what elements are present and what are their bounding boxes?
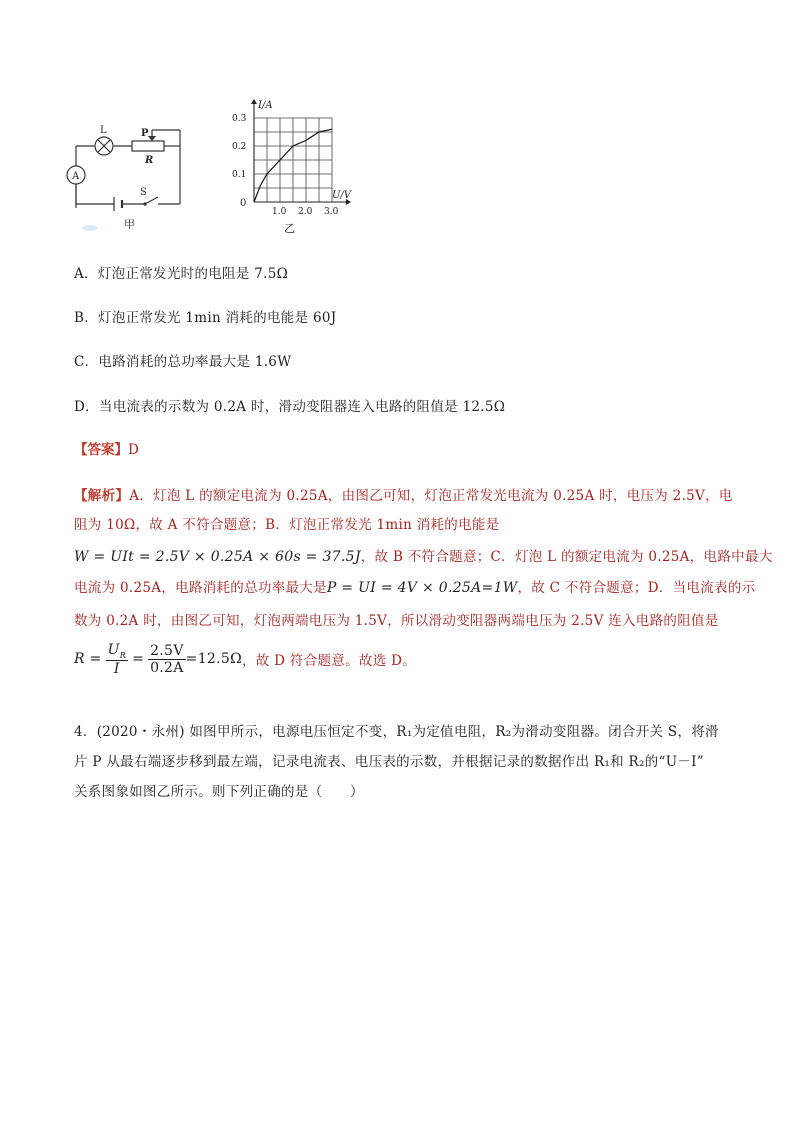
option-d: D．当电流表的示数为 0.2A 时，滑动变阻器连入电路的阻值是 12.5Ω	[74, 399, 506, 415]
analysis-line-2: 阻为 10Ω，故 A 不符合题意；B．灯泡正常发光 1min 消耗的电能是	[74, 517, 500, 533]
question-4-line-2: 片 P 从最右端逐步移到最左端，记录电流表、电压表的示数，并根据记录的数据作出 R₁和 R₂的“U－I”	[74, 754, 705, 770]
x-tick-label: 1.0	[272, 207, 287, 217]
formula-r-lhs: R =	[74, 651, 102, 668]
x-tick-label: 2.0	[298, 207, 313, 217]
option-b: B．灯泡正常发光 1min 消耗的电能是 60J	[74, 310, 337, 326]
origin-label: 0	[240, 198, 247, 209]
lamp-symbol	[95, 137, 113, 155]
analysis-text-1: A．灯泡 L 的额定电流为 0.25A，由图乙可知，灯泡正常发光电流为 0.25A 时，电压为 2.5V，电	[129, 488, 733, 504]
formula-power: P = UI = 4V × 0.25A=1W	[326, 580, 518, 596]
answer-tag: 【答案】	[74, 442, 128, 458]
lamp-label: L	[100, 125, 107, 136]
question-4-line-1: 4．(2020・永州) 如图甲所示，电源电压恒定不变，R₁为定值电阻，R₂为滑动变阻器。闭合开关 S，将滑	[74, 724, 719, 740]
analysis-line-6	[74, 642, 416, 677]
x-tick-label: 3.0	[324, 207, 339, 217]
frac-num-sub: R	[119, 650, 127, 660]
formula-result: =12.5Ω	[185, 651, 242, 668]
fraction-ur-over-i	[106, 642, 128, 677]
frac-den-2: 0.2A	[150, 659, 184, 676]
y-tick-label: 0.2	[232, 142, 247, 152]
analysis-text-4b: ，故 C 不符合题意；D．当电流表的示	[517, 580, 756, 596]
analysis-text-3: ，故 B 不符合题意；C．灯泡 L 的额定电流为 0.25A，电路中最大	[360, 549, 773, 565]
x-axis-label: U/V	[332, 190, 352, 201]
slider-arrow-icon	[148, 136, 156, 141]
analysis-line-4	[74, 576, 755, 596]
formula-eq: =	[132, 651, 145, 668]
y-tick-label: 0.3	[232, 114, 247, 124]
analysis-tag: 【解析】	[74, 488, 130, 504]
figure-yi-caption: 乙	[284, 222, 295, 235]
frac-num-2: 2.5V	[150, 642, 184, 659]
answer-value: D	[128, 442, 139, 458]
answer-line	[74, 438, 139, 458]
slider-label: P	[141, 128, 149, 139]
option-a: A．灯泡正常发光时的电阻是 7.5Ω	[74, 266, 289, 282]
ammeter-label: A	[72, 171, 80, 182]
option-c: C．电路消耗的总功率最大是 1.6W	[74, 354, 292, 370]
y-axis-arrow-icon	[251, 99, 257, 104]
iu-graph	[226, 98, 356, 238]
circuit-diagram	[62, 120, 192, 235]
formula-energy: W = UIt = 2.5V × 0.25A × 60s = 37.5J	[74, 549, 361, 565]
resistor-label: R	[145, 155, 154, 166]
analysis-line-1	[74, 484, 733, 504]
graph-grid	[254, 118, 332, 202]
y-axis-label: I/A	[258, 100, 273, 111]
analysis-text-6: ，故 D 符合题意。故选 D。	[241, 653, 417, 670]
switch-symbol	[143, 197, 158, 206]
battery-symbol	[114, 197, 122, 211]
question-4-line-3: 关系图象如图乙所示。则下列正确的是（ ）	[74, 784, 364, 800]
analysis-text-4a: 电流为 0.25A，电路消耗的总功率最大是	[74, 580, 327, 596]
analysis-line-3	[74, 545, 773, 565]
scan-smudge	[82, 225, 98, 231]
analysis-line-5: 数为 0.2A 时，由图乙可知，灯泡两端电压为 1.5V，所以滑动变阻器两端电压为 2.5V 连入电路的阻值是	[74, 613, 719, 629]
frac-den: I	[113, 660, 120, 677]
switch-label: S	[140, 187, 147, 198]
frac-num: U	[107, 642, 120, 658]
resistor-symbol	[132, 141, 164, 151]
figure-jia-caption: 甲	[124, 218, 135, 231]
fraction-values	[148, 643, 186, 676]
y-tick-label: 0.1	[232, 170, 247, 180]
